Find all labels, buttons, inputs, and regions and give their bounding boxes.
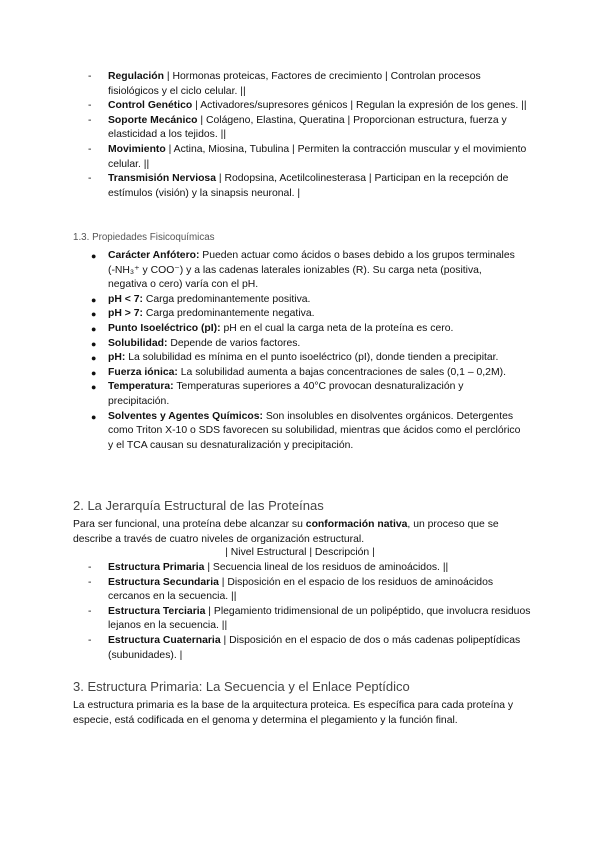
list-item xyxy=(0,410,600,454)
item-text: | Colágeno, Elastina, Queratina | Proporcionan estructura, fuerza y elasticidad a los tejidos. || xyxy=(108,114,507,141)
table-header-line: | Nivel Estructural | Descripción | xyxy=(225,547,375,558)
item-text: Pueden actuar como ácidos o bases debido a los grupos terminales (-NH₃⁺ y COO⁻) y a las cadenas laterales ionizables (R). Su carga neta (positiva, negativa o cero) varía con el pH. xyxy=(108,250,515,291)
dash-marker: - xyxy=(88,576,92,588)
bullet-marker: ● xyxy=(91,411,97,422)
item-term: Temperatura: xyxy=(108,381,174,393)
list-item xyxy=(0,70,600,99)
dash-marker: - xyxy=(88,562,92,573)
item-text: | Secuencia lineal de los residuos de aminoácidos. || xyxy=(204,562,449,573)
item-text: Depende de varios factores. xyxy=(167,337,301,349)
dash-marker: - xyxy=(88,114,92,126)
list-item xyxy=(0,351,600,366)
item-text: La solubilidad es mínima en el punto isoeléctrico (pI), donde tienden a precipitar. xyxy=(125,352,499,364)
section-heading-1-3: 1.3. Propiedades Fisicoquímicas xyxy=(73,232,215,243)
item-term: Transmisión Nerviosa xyxy=(108,173,216,185)
item-term: Solventes y Agentes Químicos: xyxy=(108,410,263,422)
list-item xyxy=(0,99,600,114)
section-2-intro xyxy=(73,517,533,547)
item-text: Carga predominantemente negativa. xyxy=(142,308,315,320)
item-term: Movimiento xyxy=(108,143,166,155)
bullet-marker: ● xyxy=(91,338,97,349)
intro-emphasis: conformación nativa xyxy=(305,519,408,530)
item-text: Temperaturas superiores a 40°C provocan desnaturalización y precipitación. xyxy=(108,381,464,407)
list-item xyxy=(0,561,600,576)
item-term: Solubilidad: xyxy=(108,337,168,349)
dash-marker: - xyxy=(88,143,92,155)
list-item xyxy=(0,322,600,337)
item-term: Punto Isoeléctrico (pI): xyxy=(108,322,221,334)
item-term: Estructura Terciaria xyxy=(108,605,206,617)
item-text: pH en el cual la carga neta de la proteína es cero. xyxy=(220,322,454,334)
structure-levels-list xyxy=(0,561,600,663)
item-text: La solubilidad aumenta a bajas concentraciones de sales (0,1 – 0,2M). xyxy=(177,366,506,378)
bullet-marker: ● xyxy=(91,294,97,305)
list-item xyxy=(0,114,600,143)
item-term: Control Genético xyxy=(108,100,193,112)
intro-text: , un proceso que se describe a través de cuatro niveles de organización estructural. xyxy=(73,519,499,545)
item-term: pH: xyxy=(108,352,126,364)
item-text: | Rodopsina, Acetilcolinesterasa | Participan en la recepción de estímulos (visión) y la sinapsis neuronal. | xyxy=(108,173,509,199)
item-text: Carga predominantemente positiva. xyxy=(142,293,311,305)
bullet-marker: ● xyxy=(91,323,97,334)
section-heading-2: 2. La Jerarquía Estructural de las Proteínas xyxy=(73,498,324,513)
bullet-marker: ● xyxy=(91,251,97,261)
dash-marker: - xyxy=(88,634,92,646)
bullet-marker: ● xyxy=(91,353,97,364)
item-term: pH > 7: xyxy=(108,308,143,320)
item-text: Son insolubles en disolventes orgánicos. Detergentes como Triton X-10 o SDS favorecen su solubilidad, mientras que ácidos como el perclórico y el TCA causan su desnaturalización y precipitación. xyxy=(108,410,521,451)
list-item xyxy=(0,634,600,663)
item-term: Regulación xyxy=(108,71,165,82)
functions-list xyxy=(0,70,600,201)
dash-marker: - xyxy=(88,100,92,112)
bullet-marker: ● xyxy=(91,309,97,320)
item-text: | Hormonas proteicas, Factores de crecimiento | Controlan procesos fisiológicos y el ciclo celular. || xyxy=(108,71,481,97)
dash-marker: - xyxy=(88,173,92,185)
item-term: Estructura Secundaria xyxy=(108,576,219,588)
item-term: Estructura Primaria xyxy=(108,562,205,573)
item-text: | Plegamiento tridimensional de un polipéptido, que involucra residuos lejanos en la secuencia. || xyxy=(108,605,531,632)
item-term: pH < 7: xyxy=(108,293,143,305)
list-item xyxy=(0,249,600,293)
dash-marker: - xyxy=(88,71,92,82)
section-heading-3: 3. Estructura Primaria: La Secuencia y el Enlace Peptídico xyxy=(73,679,410,694)
section-3-paragraph: La estructura primaria es la base de la arquitectura proteica. Es específica para cada proteína y especie, está codificada en el genoma y determina el plegamiento y la función final. xyxy=(73,700,514,726)
item-term: Soporte Mecánico xyxy=(108,114,198,126)
item-term: Estructura Cuaternaria xyxy=(108,634,221,646)
item-term: Carácter Anfótero: xyxy=(108,250,200,261)
list-item xyxy=(0,307,600,322)
dash-marker: - xyxy=(88,605,92,617)
list-item xyxy=(0,337,600,352)
list-item xyxy=(0,576,600,605)
item-text: | Disposición en el espacio de dos o más cadenas polipeptídicas (subunidades). | xyxy=(108,634,521,661)
item-text: | Disposición en el espacio de los residuos de aminoácidos cercanos en la secuencia. || xyxy=(108,576,494,603)
item-term: Fuerza iónica: xyxy=(108,366,178,378)
item-text: | Activadores/supresores génicos | Regulan la expresión de los genes. || xyxy=(192,100,527,112)
intro-text: Para ser funcional, una proteína debe alcanzar su xyxy=(73,519,306,530)
bullet-marker: ● xyxy=(91,367,97,378)
list-item xyxy=(0,366,600,381)
physicochemical-properties-list xyxy=(0,249,600,453)
list-item xyxy=(0,380,600,409)
list-item xyxy=(0,172,600,201)
item-text: | Actina, Miosina, Tubulina | Permiten la contracción muscular y el movimiento celular. || xyxy=(108,143,527,170)
bullet-marker: ● xyxy=(91,382,97,393)
list-item xyxy=(0,293,600,308)
list-item xyxy=(0,143,600,172)
list-item xyxy=(0,605,600,634)
